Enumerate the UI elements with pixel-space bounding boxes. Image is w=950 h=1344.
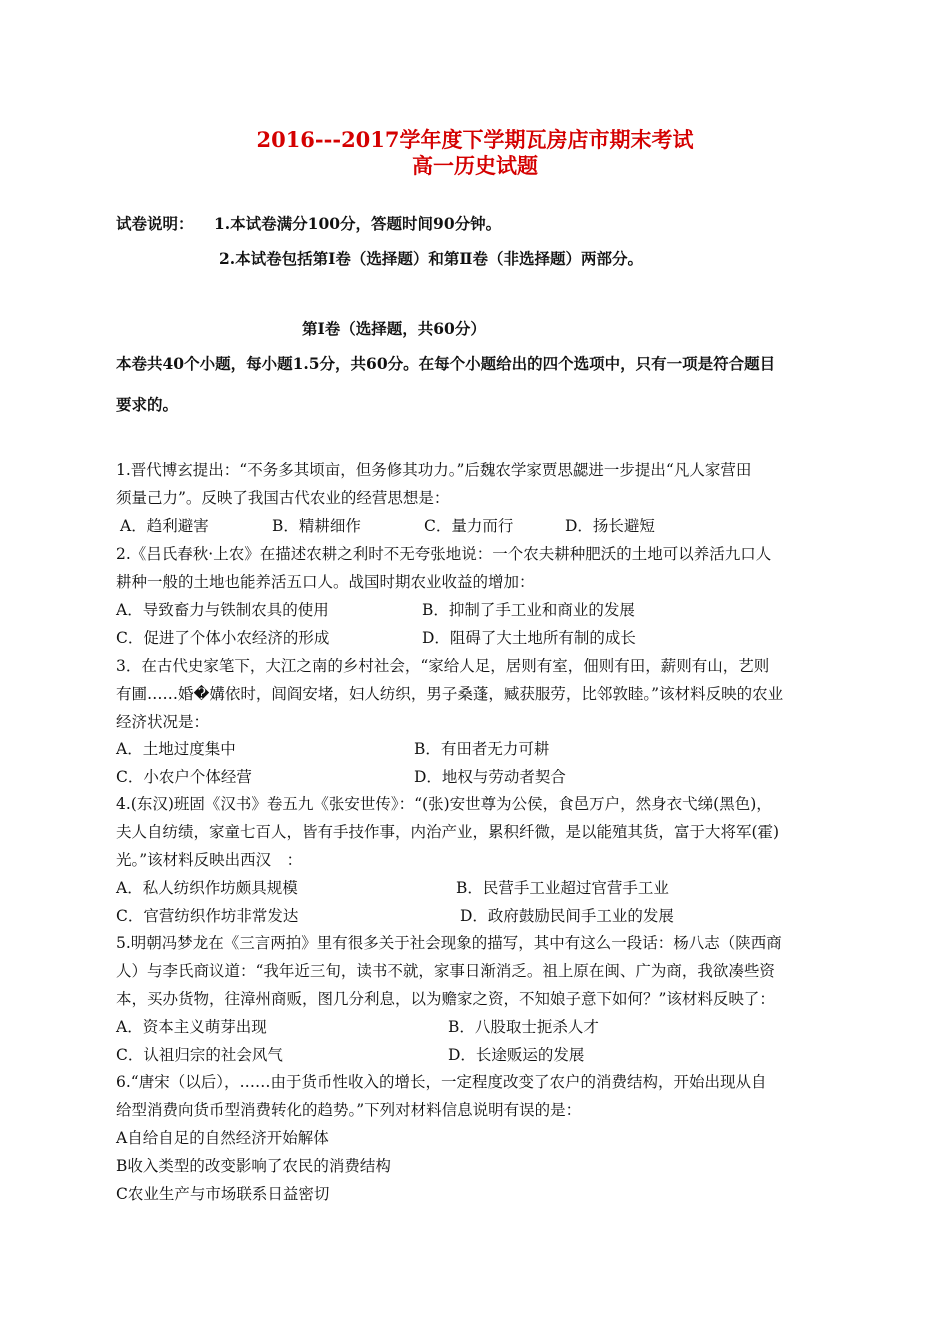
question-4-text-cont-2: 光。”该材料反映出西汉 ：	[116, 851, 303, 869]
instruction-item-2: 2.本试卷包括第Ⅰ卷（选择题）和第Ⅱ卷（非选择题）两部分。	[219, 249, 643, 268]
section-description-cont: 要求的。	[116, 395, 179, 414]
question-6-text: 6.“唐宋（以后），……由于货币性收入的增长，一定程度改变了农户的消费结构，开始出现从自	[116, 1073, 767, 1091]
question-4-option-b: B．民营手工业超过官营手工业	[456, 879, 669, 897]
question-3-option-c: C．小农户个体经营	[116, 768, 252, 786]
question-6-option-a: A自给自足的自然经济开始解体	[116, 1129, 329, 1147]
question-4-option-a: A．私人纺织作坊颇具规模	[116, 879, 298, 897]
question-5-option-a: A．资本主义萌芽出现	[116, 1018, 267, 1036]
question-6-option-c: C农业生产与市场联系日益密切	[116, 1185, 330, 1203]
question-2-option-d: D．阻碍了大土地所有制的成长	[422, 629, 636, 647]
question-2-option-b: B．抑制了手工业和商业的发展	[422, 601, 635, 619]
question-1-option-a: A．趋利避害	[120, 517, 209, 535]
question-2-option-a: A．导致畜力与铁制农具的使用	[116, 601, 329, 619]
instruction-item-1: 1.本试卷满分100分，答题时间90分钟。	[214, 214, 502, 233]
question-6-option-b: B收入类型的改变影响了农民的消费结构	[116, 1157, 391, 1175]
question-3-option-d: D．地权与劳动者契合	[414, 768, 566, 786]
question-3-text-cont-2: 经济状况是：	[116, 713, 210, 731]
exam-title: 2016---2017学年度下学期瓦房店市期末考试	[256, 127, 694, 152]
question-4-text-cont: 夫人自纺绩，家童七百人，皆有手技作事，内治产业，累积纤微，是以能殖其货，富于大将军(霍)	[116, 823, 780, 841]
question-5-text-cont: 人）与李氏商议道：“我年近三旬，读书不就，家事日渐消乏。祖上原在闽、广为商，我欲凑些资	[116, 962, 775, 980]
question-2-text: 2.《吕氏春秋·上农》在描述农耕之利时不无夸张地说：一个农夫耕种肥沃的土地可以养活九口人	[116, 545, 772, 563]
question-1-option-d: D．扬长避短	[565, 517, 655, 535]
question-2-option-c: C．促进了个体小农经济的形成	[116, 629, 330, 647]
section-heading: 第Ⅰ卷（选择题，共60分）	[302, 319, 486, 338]
question-4-option-d: D．政府鼓励民间手工业的发展	[460, 907, 674, 925]
question-2-text-cont: 耕种一般的土地也能养活五口人。战国时期农业收益的增加：	[116, 573, 535, 591]
question-3-option-b: B．有田者无力可耕	[414, 740, 550, 758]
question-4-text: 4.(东汉)班固《汉书》卷五九《张安世传》：“(张)安世尊为公侯，食邑万户，然身衣弋绨(黑色)，	[116, 795, 772, 813]
question-3-text: 3．在古代史家笔下，大江之南的乡村社会，“家给人足，居则有室，佃则有田，薪则有山，艺则	[116, 657, 770, 675]
question-5-option-c: C．认祖归宗的社会风气	[116, 1046, 283, 1064]
instructions-label: 试卷说明：	[116, 214, 194, 233]
question-1-option-b: B．精耕细作	[272, 517, 361, 535]
question-3-text-cont: 有圃……婚�媾依时，闾阎安堵，妇人纺织，男子桑蓬，臧获服劳，比邻敦睦。”该材料反映的农业	[116, 685, 784, 703]
question-5-option-d: D．长途贩运的发展	[448, 1046, 585, 1064]
question-1-text: 1.晋代博玄提出：“不务多其顷亩，但务修其功力。”后魏农学家贾思勰进一步提出“凡人家营田	[116, 461, 752, 479]
question-1-text-cont: 须量己力”。反映了我国古代农业的经营思想是：	[116, 489, 450, 507]
exam-subtitle: 高一历史试题	[412, 153, 538, 178]
question-5-text-cont-2: 本，买办货物，往漳州商贩，图几分利息，以为赡家之资，不知娘子意下如何？”该材料反映了：	[116, 990, 775, 1008]
question-5-option-b: B．八股取士扼杀人才	[448, 1018, 599, 1036]
question-5-text: 5.明朝冯梦龙在《三言两拍》里有很多关于社会现象的描写，其中有这么一段话：杨八志（陕西商	[116, 934, 782, 952]
question-4-option-c: C．官营纺织作坊非常发达	[116, 907, 299, 925]
question-1-option-c: C．量力而行	[424, 517, 514, 535]
question-3-option-a: A．土地过度集中	[116, 740, 236, 758]
question-6-text-cont: 给型消费向货币型消费转化的趋势。”下列对材料信息说明有误的是：	[116, 1101, 582, 1119]
section-description: 本卷共40个小题，每小题1.5分，共60分。在每个小题给出的四个选项中，只有一项是符合题目	[116, 354, 776, 373]
